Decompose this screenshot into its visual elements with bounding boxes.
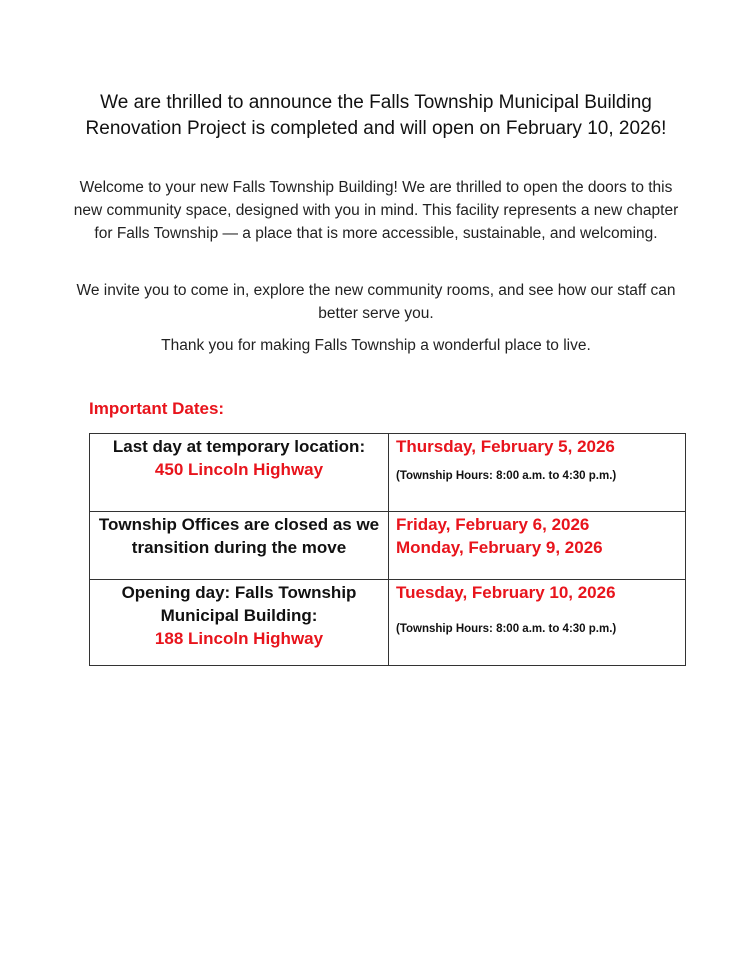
table-row: [90, 434, 686, 512]
important-dates-table: [89, 433, 686, 666]
event-date-cell: [389, 580, 686, 666]
event-label-cell: [90, 580, 389, 666]
table-row: [90, 580, 686, 666]
event-date-cell: [389, 434, 686, 512]
welcome-paragraph: Welcome to your new Falls Township Building! We are thrilled to open the doors to this new community space, designed with you in mind. This facility represents a new chapter for Falls Township — a place that is more accessible, sustainable, and welcoming.: [73, 179, 679, 242]
event-date-cell: [389, 512, 686, 580]
event-label: Last day at temporary location:: [112, 437, 366, 456]
table-row: [90, 512, 686, 580]
announcement-headline: We are thrilled to announce the Falls Township Municipal Building Renovation Project is completed and will open on February 10, 2026!: [85, 92, 667, 139]
event-address: 450 Lincoln Highway: [154, 460, 324, 479]
township-hours: (Township Hours: 8:00 a.m. to 4:30 p.m.): [396, 470, 617, 482]
event-label: Township Offices are closed as we transition during the move: [98, 515, 380, 557]
township-hours: (Township Hours: 8:00 a.m. to 4:30 p.m.): [396, 623, 617, 635]
thank-you-paragraph: Thank you for making Falls Township a wonderful place to live.: [161, 337, 591, 354]
event-date: Tuesday, February 10, 2026: [396, 583, 616, 602]
event-label: Opening day: Falls Township Municipal Building:: [121, 583, 357, 625]
event-label-cell: [90, 434, 389, 512]
event-date: Thursday, February 5, 2026: [396, 437, 615, 456]
important-dates-heading: Important Dates:: [89, 399, 225, 418]
event-address: 188 Lincoln Highway: [154, 629, 324, 648]
event-label-cell: [90, 512, 389, 580]
event-date: Friday, February 6, 2026: [396, 515, 590, 534]
invitation-paragraph: We invite you to come in, explore the new community rooms, and see how our staff can better serve you.: [76, 282, 676, 322]
event-date: Monday, February 9, 2026: [396, 538, 603, 557]
